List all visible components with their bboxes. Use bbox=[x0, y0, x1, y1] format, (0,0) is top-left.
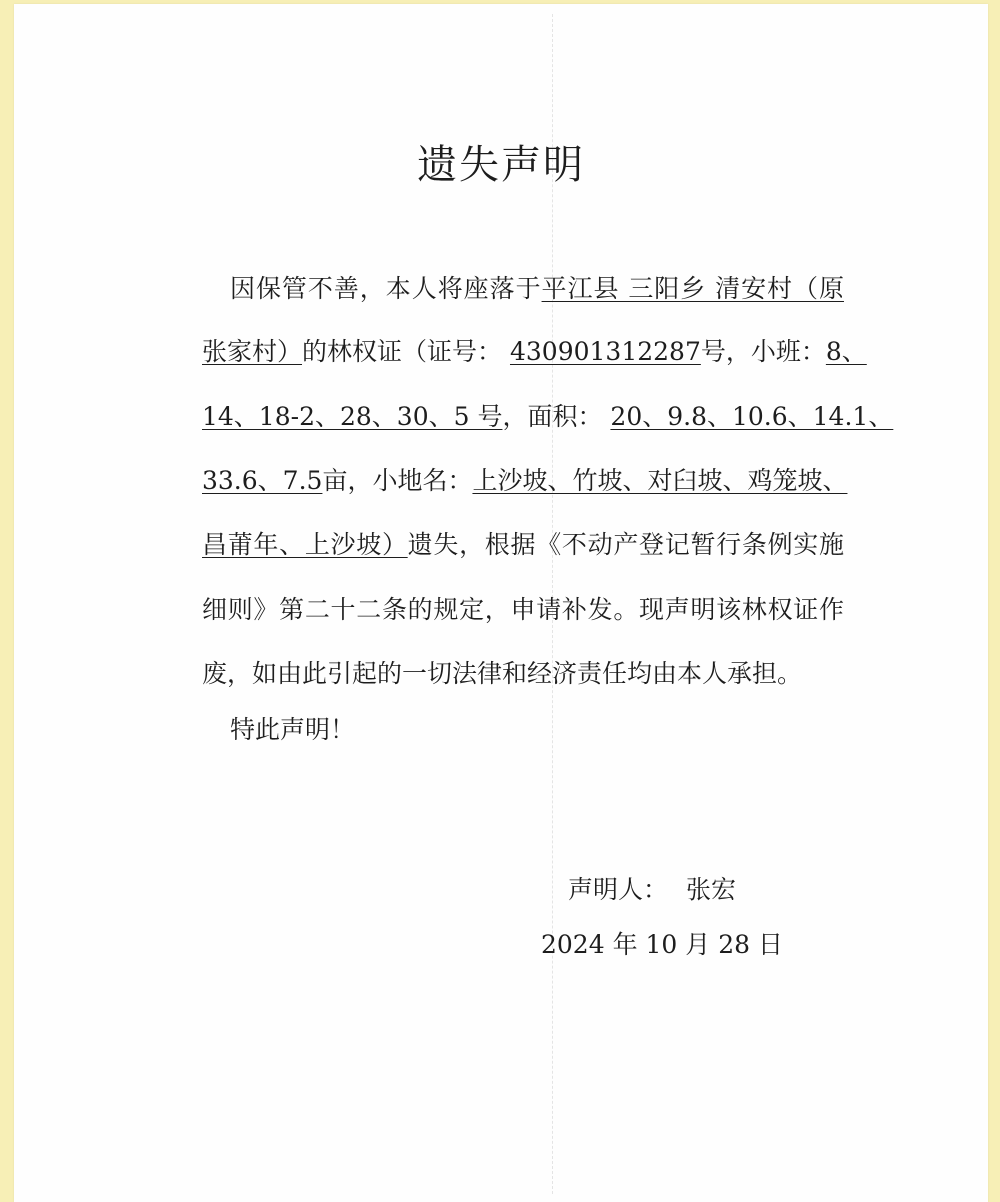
paragraph-line-2 bbox=[202, 334, 867, 370]
signature-block bbox=[568, 870, 736, 906]
text-segment: 亩，小地名： bbox=[322, 466, 473, 495]
paragraph-line-1 bbox=[202, 271, 844, 307]
closing-line bbox=[202, 712, 844, 748]
text-segment: 细则》第二十二条的规定，申请补发。现声明该林权证作 bbox=[202, 595, 844, 624]
text-segment: 遗失，根据《不动产登记暂行条例实施 bbox=[407, 530, 844, 559]
document-page bbox=[14, 4, 988, 1202]
signature-label: 声明人： bbox=[568, 875, 669, 904]
text-segment: 废，如由此引起的一切法律和经济责任均由本人承担。 bbox=[202, 659, 803, 688]
underlined-location: 平江县 三阳乡 清安村（原 bbox=[541, 274, 844, 303]
paragraph-line-7 bbox=[202, 656, 844, 692]
paragraph-line-5 bbox=[202, 527, 844, 563]
signature-date: 2024 年 10 月 28 日 bbox=[541, 930, 783, 959]
underlined-place-names: 昌莆年、上沙坡） bbox=[202, 530, 408, 559]
underlined-parcel-numbers: 14、18-2、28、30、5 号 bbox=[202, 402, 503, 431]
paragraph-line-4 bbox=[202, 463, 848, 499]
signature-name: 张宏 bbox=[685, 875, 736, 904]
paragraph-line-6 bbox=[202, 592, 844, 628]
text-segment: 号，小班： bbox=[700, 337, 826, 366]
underlined-parcel-numbers: 8、 bbox=[825, 337, 867, 366]
paragraph-line-3 bbox=[202, 399, 894, 435]
underlined-area-values: 33.6、7.5 bbox=[202, 466, 323, 495]
underlined-village: 张家村） bbox=[202, 337, 303, 366]
text-segment: ，面积： bbox=[502, 402, 603, 431]
text-segment: 因保管不善，本人将座落于 bbox=[230, 274, 542, 303]
page-title: 遗失声明 bbox=[417, 142, 585, 188]
underlined-certificate-number: 430901312287 bbox=[509, 337, 701, 366]
underlined-area-values: 20、9.8、10.6、14.1、 bbox=[610, 402, 894, 431]
underlined-place-names: 上沙坡、竹坡、对臼坡、鸡笼坡、 bbox=[472, 466, 848, 495]
text-segment: 的林权证（证号： bbox=[302, 337, 503, 366]
closing-text: 特此声明！ bbox=[230, 715, 356, 744]
